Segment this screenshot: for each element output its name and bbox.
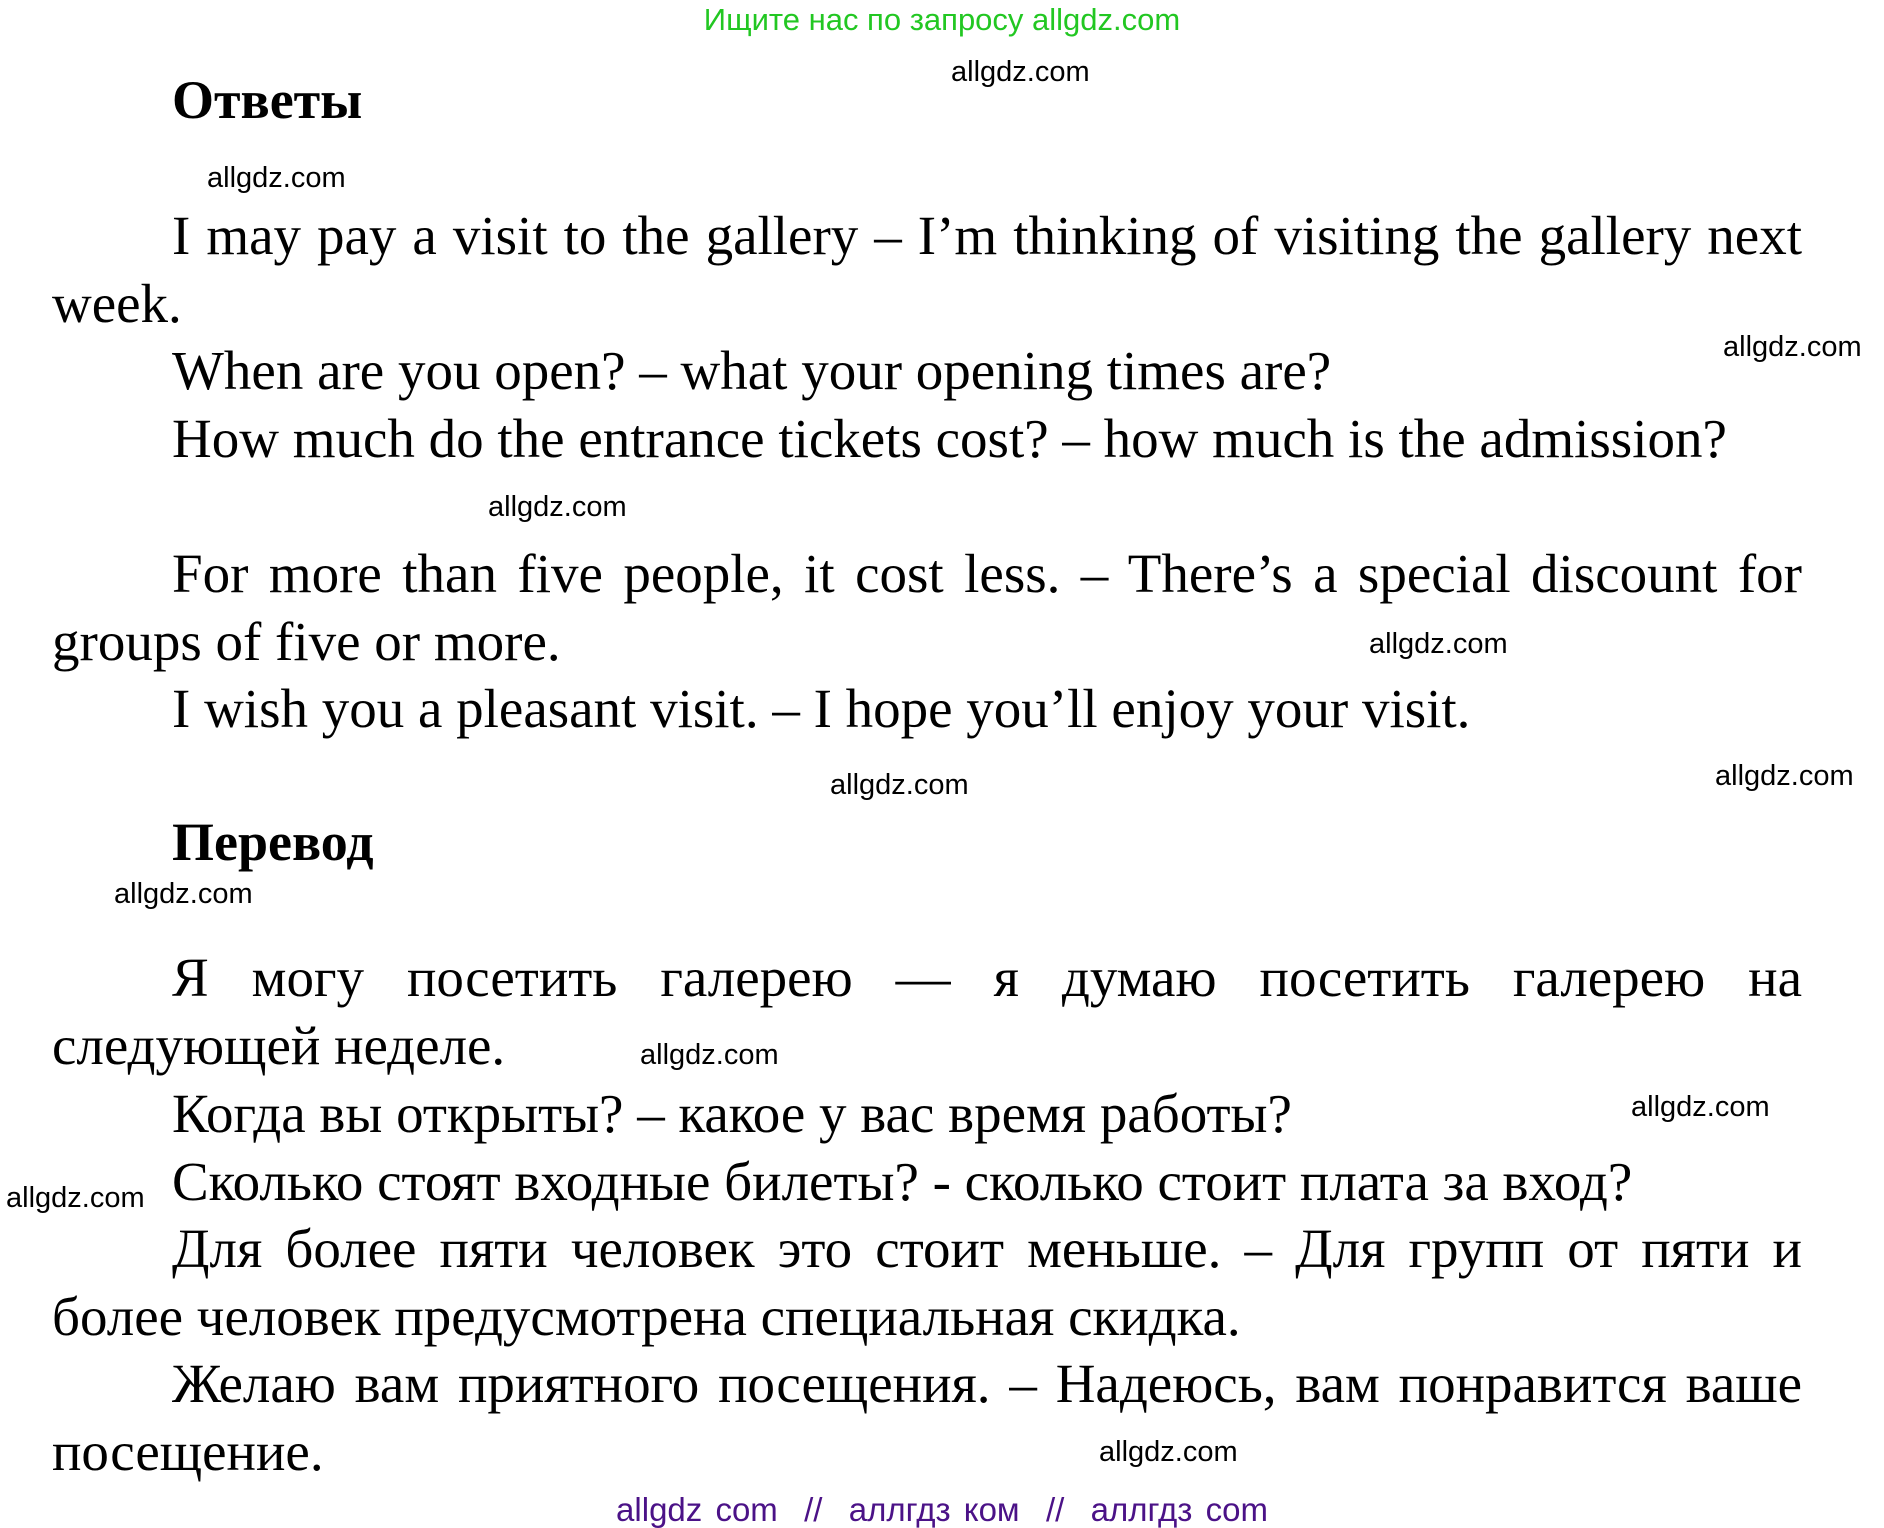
watermark: allgdz.com (114, 878, 253, 910)
translation-paragraph: Сколько стоят входные билеты? - сколько стоит плата за вход? (172, 1151, 1633, 1212)
watermark: allgdz.com (1099, 1436, 1238, 1468)
answer-paragraph: I may pay a visit to the gallery – I’m thinking of visiting the gallery next week. (52, 205, 1802, 334)
watermark: allgdz.com (1723, 331, 1862, 363)
translation-paragraph: Когда вы открыты? – какое у вас время работы? (172, 1083, 1292, 1144)
watermark: allgdz.com (640, 1039, 779, 1071)
watermark: allgdz.com (951, 56, 1090, 88)
translation-paragraph: Я могу посетить галерею — я думаю посетить галерею на следующей неделе. (52, 947, 1802, 1076)
translation-paragraph: Желаю вам приятного посещения. – Надеюсь, вам понравится ваше посещение. (52, 1353, 1802, 1482)
watermark: allgdz.com (830, 769, 969, 801)
promo-banner[interactable]: Ищите нас по запросу allgdz.com (703, 2, 1181, 37)
translation-heading: Перевод (172, 812, 374, 872)
watermark: allgdz.com (488, 491, 627, 523)
watermark: allgdz.com (1715, 760, 1854, 792)
answer-paragraph: For more than five people, it cost less. – There’s a special discount for groups of five or more. (52, 543, 1802, 672)
watermark: allgdz.com (6, 1182, 145, 1214)
answer-paragraph: When are you open? – what your opening times are? (172, 340, 1332, 401)
watermark: allgdz.com (1369, 628, 1508, 660)
watermark: allgdz.com (207, 162, 346, 194)
answer-paragraph: I wish you a pleasant visit. – I hope you’ll enjoy your visit. (172, 678, 1471, 739)
watermark: allgdz.com (1631, 1091, 1770, 1123)
answer-paragraph: How much do the entrance tickets cost? – how much is the admission? (172, 408, 1727, 469)
footer-links[interactable]: allgdz com // аллгдз ком // аллгдз com (616, 1491, 1268, 1528)
answers-heading: Ответы (172, 70, 363, 130)
translation-paragraph: Для более пяти человек это стоит меньше. – Для групп от пяти и более человек предусмотрена специальная скидка. (52, 1218, 1802, 1347)
